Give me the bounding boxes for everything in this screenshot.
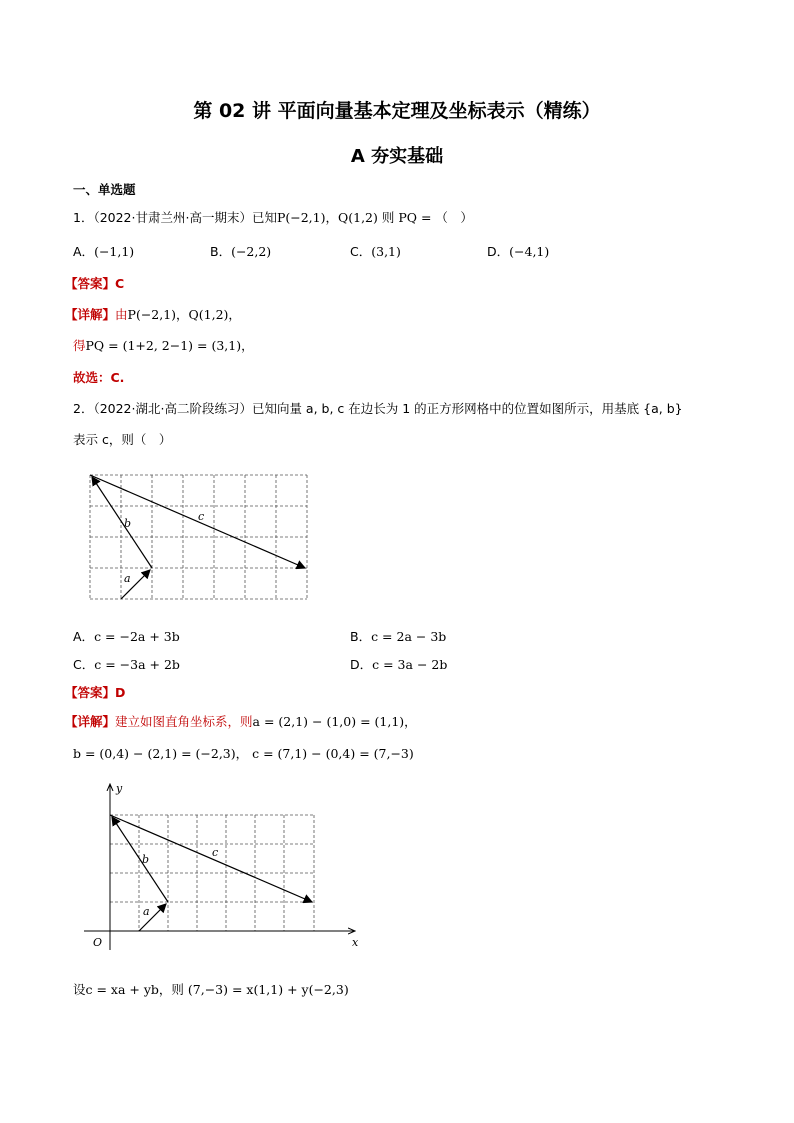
vector-b	[112, 817, 168, 902]
q1-option-d	[487, 242, 549, 260]
answer-tag: 【答案】	[65, 276, 116, 291]
detail-math: P(−2,1)，Q(1,2)，	[127, 307, 241, 322]
grid-lines	[110, 815, 314, 931]
label-b: b	[142, 853, 150, 866]
page-title: 第 02 讲 平面向量基本定理及坐标表示（精练）	[193, 100, 601, 122]
final-prefix: 设	[73, 982, 86, 997]
q2-stem-line1: 2．（2022·湖北·高二阶段练习）已知向量 a, b, c 在边长为 1 的正方形网格中的位置如图所示，用基底 {a, b}	[73, 401, 683, 416]
q2-option-c	[73, 655, 180, 673]
q2-detail	[65, 712, 417, 730]
option-value: (−2,2)	[231, 244, 272, 259]
x-axis-label: x	[352, 936, 359, 949]
option-label: A．	[73, 244, 95, 259]
detail-tag: 【详解】	[65, 307, 116, 322]
option-label: C．	[73, 657, 95, 672]
option-value: c = −2a + 3b	[94, 629, 180, 644]
option-value: (−4,1)	[509, 244, 550, 259]
label-c: c	[212, 846, 219, 859]
option-value: c = 3a − 2b	[372, 657, 448, 672]
vector-c	[110, 815, 312, 902]
q2-option-a	[73, 627, 180, 645]
label-c: c	[198, 510, 205, 523]
origin-label: O	[93, 936, 103, 949]
q1-detail-line2	[73, 336, 254, 354]
detail-line2-math: PQ = (1+2, 2−1) = (3,1)，	[85, 338, 254, 353]
q1-detail	[65, 305, 241, 323]
detail-text: 建立如图直角坐标系，则	[115, 714, 253, 729]
q1-stem-prefix: 1．（2022·甘肃兰州·高一期末）已知	[73, 210, 277, 225]
detail-tag: 【详解】	[65, 714, 116, 729]
label-b: b	[124, 517, 132, 530]
final-math: c = xa + yb，则 (7,−3) = x(1,1) + y(−2,3)	[85, 982, 349, 997]
q1-option-b	[210, 242, 271, 260]
vector-b	[92, 477, 152, 568]
option-value: c = 2a − 3b	[371, 629, 447, 644]
q1-option-c	[350, 242, 401, 260]
option-label: B．	[210, 244, 232, 259]
q2-answer	[65, 682, 125, 701]
option-value: (−1,1)	[94, 244, 135, 259]
answer-value: D	[115, 685, 126, 700]
grid-lines	[90, 475, 307, 599]
option-label: D．	[487, 244, 510, 259]
option-value: (3,1)	[371, 244, 401, 259]
label-a: a	[124, 572, 131, 585]
q1-stem-math: P(−2,1)，Q(1,2) 则 PQ = （ ）	[276, 210, 473, 225]
page-subtitle: A 夯实基础	[350, 146, 444, 167]
q1-conclusion: 故选：C.	[73, 370, 125, 385]
y-axis-label: y	[116, 782, 123, 795]
option-label: A．	[73, 629, 95, 644]
answer-value: C	[115, 276, 125, 291]
option-label: B．	[350, 629, 372, 644]
option-value: c = −3a + 2b	[94, 657, 180, 672]
q2-coordinate-figure	[80, 778, 370, 953]
q2-option-d	[350, 655, 447, 673]
q2-stem-line2: 表示 c，则（ ）	[73, 432, 172, 447]
q2-vector-figure	[80, 465, 320, 610]
detail-line2-prefix: 得	[73, 338, 86, 353]
detail-text: 由	[115, 307, 128, 322]
q1-option-a	[73, 242, 134, 260]
detail-math: a = (2,1) − (1,0) = (1,1)，	[252, 714, 417, 729]
label-a: a	[143, 905, 150, 918]
section-heading: 一、单选题	[73, 182, 136, 197]
q2-option-b	[350, 627, 446, 645]
option-label: C．	[350, 244, 372, 259]
answer-tag: 【答案】	[65, 685, 116, 700]
q1-stem	[73, 208, 473, 226]
q2-detail-line2: b = (0,4) − (2,1) = (−2,3)， c = (7,1) − (0,4) = (7,−3)	[73, 746, 414, 761]
q2-final-line	[73, 980, 349, 998]
option-label: D．	[350, 657, 373, 672]
q1-answer	[65, 273, 124, 292]
